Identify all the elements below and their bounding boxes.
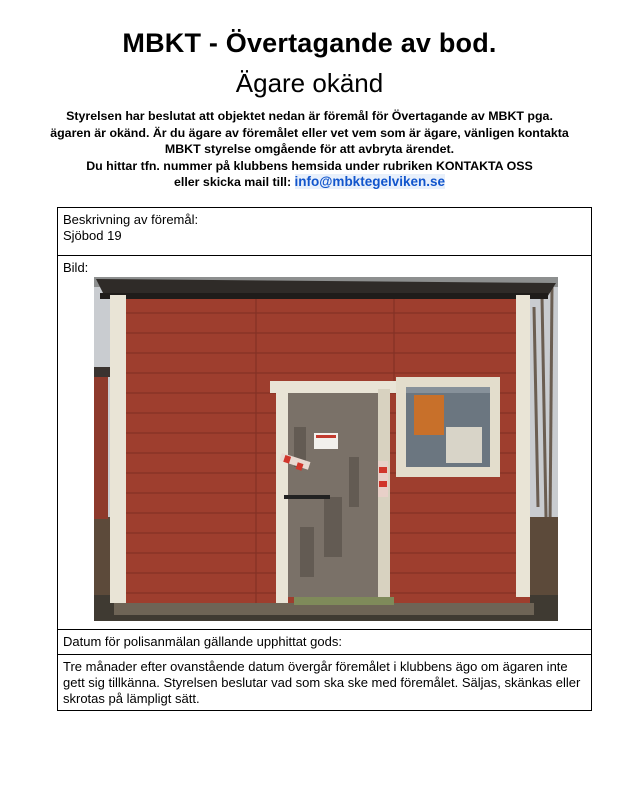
notice-text: [30, 108, 589, 191]
image-label: Bild:: [63, 260, 89, 275]
notice-line-4: Du hittar tfn. nummer på klubbens hemsida under rubriken KONTAKTA OSS: [86, 158, 533, 173]
shed-photo: [94, 277, 558, 621]
image-row: [58, 256, 591, 630]
email-link[interactable]: info@mbktegelviken.se: [294, 174, 445, 189]
notice-line-2: ägaren är okänd. Är du ägare av föremålet eller vet vem som är ägare, vänligen kontakta: [50, 125, 569, 140]
description-row: [58, 208, 591, 256]
police-report-row: [58, 630, 591, 655]
page-subtitle: Ägare okänd: [235, 68, 384, 98]
notice-line-5-prefix: eller skicka mail till:: [174, 175, 295, 189]
description-value: Sjöbod 19: [63, 228, 122, 243]
description-label: Beskrivning av föremål:: [63, 212, 199, 227]
page-title: MBKT - Övertagande av bod.: [122, 28, 497, 58]
notice-line-3: MBKT styrelse omgående för att avbryta ärendet.: [164, 142, 455, 156]
notice-line-1: Styrelsen har beslutat att objektet nedan är föremål för Övertagande av MBKT pga.: [66, 109, 553, 123]
info-table: [57, 207, 592, 711]
footer-row: [58, 655, 591, 710]
footer-text: Tre månader efter ovanstående datum övergår föremålet i klubbens ägo om ägaren inte gett sig tillkänna. Styrelsen beslutar vad som ska ske med föremålet. Säljas, skänkas eller skrotas på lämpligt sätt.: [63, 659, 581, 706]
notice-line-5: [30, 174, 589, 191]
police-report-label: Datum för polisanmälan gällande upphittat gods:: [63, 634, 342, 649]
